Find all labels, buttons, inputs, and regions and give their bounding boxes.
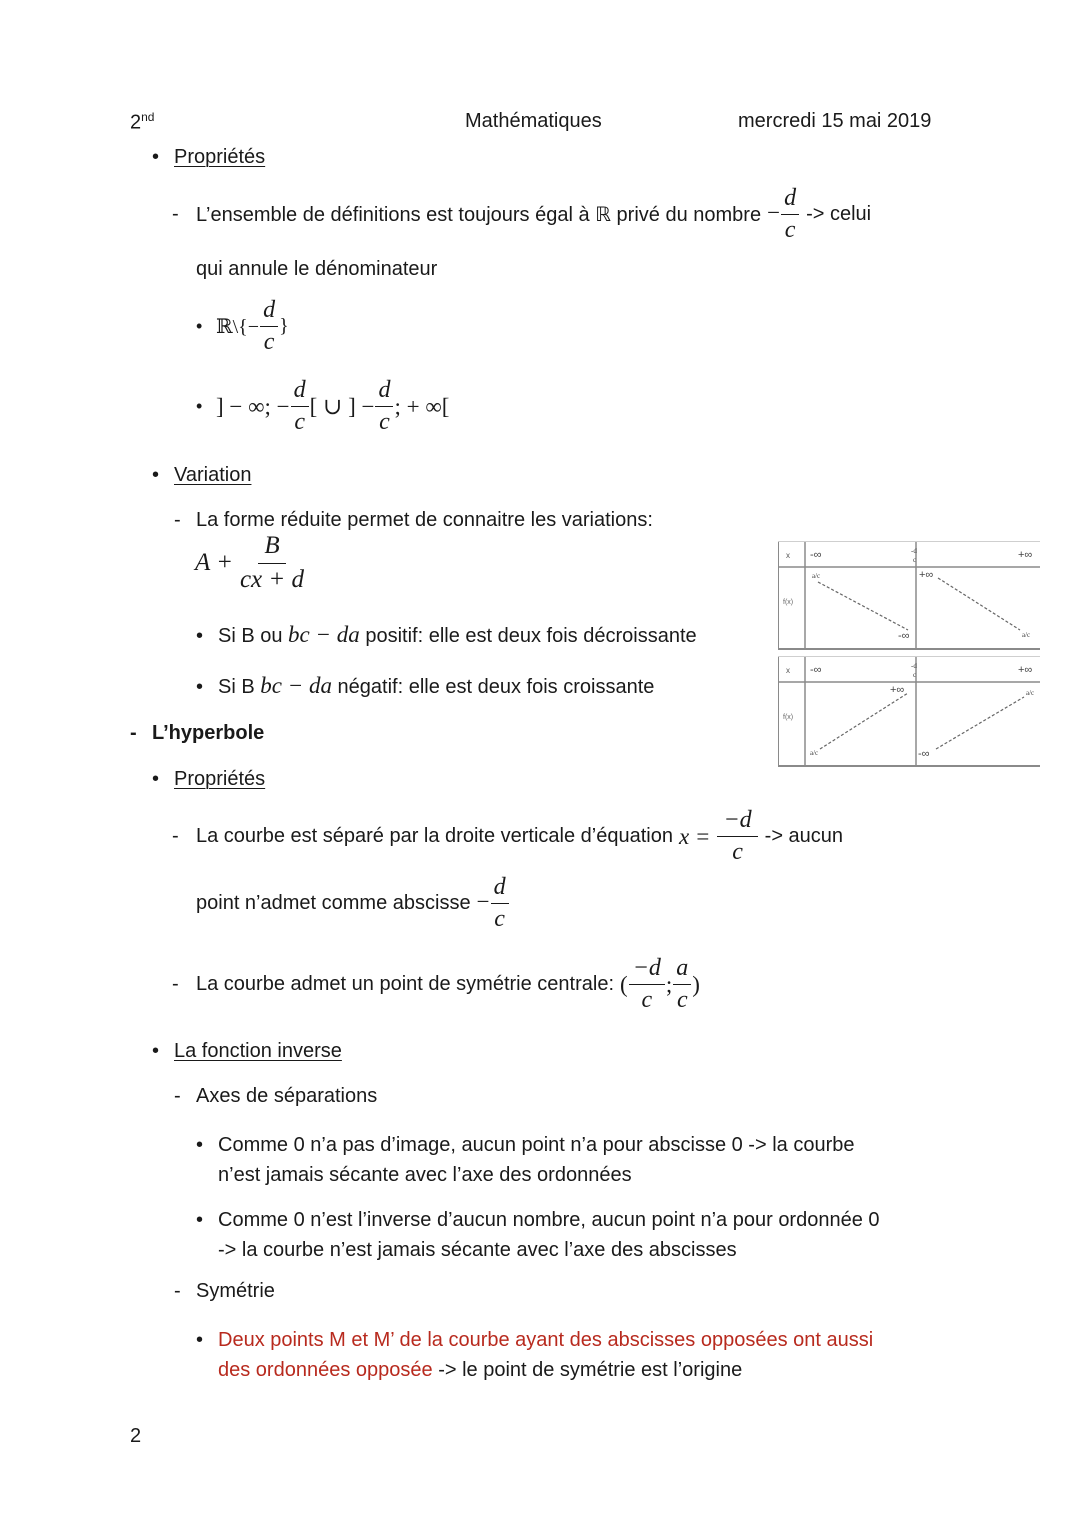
neg-frac-d-c	[767, 186, 800, 243]
svg-text:f(x): f(x)	[783, 714, 794, 721]
case-text: positif: elle est deux fois décroissante	[365, 625, 697, 647]
item-text: -> le point de symétrie est l’origine	[438, 1359, 743, 1381]
svg-text:+∞: +∞	[890, 684, 905, 696]
item-text: Comme 0 n’a pas d’image, aucun point n’a pour abscisse 0 -> la courbe	[218, 1134, 855, 1156]
equation-lhs: x =	[678, 823, 711, 849]
case-text: Si B ou	[218, 625, 283, 647]
svg-text:x: x	[786, 666, 790, 675]
denominator: c	[784, 217, 796, 244]
dash-icon: -	[174, 1085, 181, 1107]
section-proprietes-1	[152, 146, 265, 169]
denominator: c	[494, 906, 505, 933]
interval-part: ] − ∞; −	[216, 393, 290, 419]
definition-set-line	[172, 186, 871, 243]
bullet-icon: •	[152, 464, 160, 486]
numerator: a	[673, 956, 691, 985]
symmetry-item	[196, 1325, 873, 1385]
highlighted-text: des ordonnées opposée	[218, 1359, 433, 1381]
set-suffix: }	[279, 315, 289, 338]
vertical-asymptote-line	[172, 808, 843, 865]
page-number: 2	[130, 1425, 142, 1447]
separator: ;	[665, 971, 673, 997]
bullet-icon: •	[196, 396, 203, 417]
intro-text: La forme réduite permet de connaitre les variations:	[196, 509, 653, 531]
subject-title: Mathématiques	[465, 110, 602, 132]
document-date: mercredi 15 mai 2019	[738, 110, 932, 132]
svg-text:-∞: -∞	[810, 664, 822, 676]
bullet-icon: •	[152, 146, 160, 168]
class-level	[130, 110, 154, 135]
bullet-icon: •	[196, 316, 203, 337]
svg-text:-∞: -∞	[810, 549, 822, 561]
asymptote-text-end: -> aucun	[764, 825, 844, 848]
bullet-icon: •	[196, 1329, 204, 1351]
svg-text:-d: -d	[911, 547, 917, 555]
fraction	[629, 956, 665, 1013]
section-heading: Propriétés	[174, 768, 266, 790]
variation-table-increasing	[778, 656, 1040, 767]
section-fonction-inverse	[152, 1040, 342, 1063]
section-variation	[152, 464, 251, 487]
dash-icon: -	[130, 722, 137, 744]
svg-text:+∞: +∞	[1018, 549, 1033, 561]
fraction	[717, 808, 757, 865]
svg-text:x: x	[786, 551, 790, 560]
subsection-title: Axes de séparations	[196, 1085, 378, 1107]
case-text: négatif: elle est deux fois croissante	[337, 676, 655, 698]
asymptote-text: La courbe est séparé par la droite verticale d’équation	[196, 825, 673, 848]
numerator: d	[260, 298, 278, 327]
no-abscissa-line	[196, 875, 510, 932]
variation-case-positive	[196, 622, 697, 648]
axes-item-abscissa	[196, 1205, 880, 1265]
definition-text: L’ensemble de définitions est toujours égal à ℝ privé du nombre	[196, 204, 762, 227]
set-notation	[196, 298, 289, 355]
symmetry-point-line	[172, 956, 700, 1013]
numerator: d	[375, 378, 393, 407]
fraction	[375, 378, 393, 435]
svg-text:a/c: a/c	[1026, 689, 1035, 697]
svg-text:-∞: -∞	[898, 630, 910, 642]
interval-notation	[196, 378, 449, 435]
paren-close: )	[692, 971, 700, 997]
svg-text:c: c	[913, 556, 917, 564]
definition-text-end: -> celui	[806, 203, 872, 226]
numerator: d	[781, 186, 799, 215]
case-math: bc − da	[288, 622, 360, 647]
minus-sign: −	[476, 888, 490, 914]
denominator: c	[676, 987, 688, 1014]
formula-prefix: A +	[195, 549, 233, 577]
denominator: c	[732, 839, 743, 866]
section-title: L’hyperbole	[152, 722, 265, 744]
interval-part: ; + ∞[	[394, 393, 450, 419]
section-heading: Propriétés	[174, 146, 266, 168]
paren-open: (	[620, 971, 628, 997]
section-hyperbole	[130, 722, 264, 745]
section-heading: Variation	[174, 464, 252, 486]
variation-table-decreasing	[778, 541, 1040, 650]
denominator: c	[263, 329, 275, 356]
abscissa-text: point n’admet comme abscisse	[196, 892, 471, 915]
svg-text:-d: -d	[911, 662, 917, 670]
fraction	[673, 956, 691, 1013]
svg-text:a/c: a/c	[810, 749, 819, 757]
numerator: −d	[717, 808, 757, 837]
dash-icon: -	[174, 1280, 181, 1302]
subsection-title: Symétrie	[196, 1280, 275, 1302]
numerator: d	[491, 875, 509, 904]
fraction	[491, 875, 509, 932]
case-math: bc − da	[260, 673, 332, 698]
interval-part: [ ∪ ] −	[309, 393, 375, 419]
svg-text:-∞: -∞	[918, 748, 930, 760]
case-text: Si B	[218, 676, 255, 698]
set-prefix: ℝ\{−	[216, 316, 260, 339]
svg-text:c: c	[913, 671, 917, 679]
dash-icon: -	[172, 203, 179, 226]
dash-icon: -	[172, 825, 179, 848]
bullet-icon: •	[152, 768, 160, 790]
minus-sign: −	[767, 199, 781, 225]
section-heading: La fonction inverse	[174, 1040, 342, 1062]
reduced-form-formula	[195, 533, 307, 594]
denominator: c	[379, 409, 390, 436]
item-text: Comme 0 n’est l’inverse d’aucun nombre, aucun point n’a pour ordonnée 0	[218, 1209, 880, 1231]
bullet-icon: •	[196, 1134, 204, 1156]
symmetry-text: La courbe admet un point de symétrie centrale:	[196, 973, 615, 996]
fraction	[291, 378, 309, 435]
svg-text:+∞: +∞	[919, 569, 934, 581]
svg-text:+∞: +∞	[1018, 664, 1033, 676]
section-proprietes-2	[152, 768, 265, 791]
highlighted-text: Deux points M et M’ de la courbe ayant des abscisses opposées ont aussi	[218, 1329, 874, 1351]
denominator: c	[294, 409, 305, 436]
item-text: n’est jamais sécante avec l’axe des ordonnées	[218, 1164, 632, 1186]
definition-line2: qui annule le dénominateur	[196, 258, 438, 280]
numerator: d	[291, 378, 309, 407]
variation-intro	[174, 509, 653, 532]
variation-table-graphic	[778, 657, 1040, 765]
fraction	[260, 298, 278, 355]
axes-separation-title	[174, 1085, 377, 1108]
bullet-icon: •	[152, 1040, 160, 1062]
denominator: cx + d	[239, 566, 305, 594]
item-text: -> la courbe n’est jamais sécante avec l’axe des abscisses	[218, 1239, 737, 1261]
dash-icon: -	[172, 973, 179, 996]
variation-case-negative	[196, 673, 654, 699]
bullet-icon: •	[196, 1209, 204, 1231]
bullet-icon: •	[196, 625, 204, 647]
svg-text:a/c: a/c	[1022, 631, 1031, 639]
symmetry-title	[174, 1280, 275, 1303]
bullet-icon: •	[196, 676, 204, 698]
level-suffix: nd	[141, 110, 155, 124]
svg-text:f(x): f(x)	[783, 599, 794, 606]
neg-frac-d-c	[477, 875, 510, 932]
variation-table-graphic	[778, 542, 1040, 648]
numerator: B	[258, 533, 285, 564]
fraction	[238, 533, 306, 594]
axes-item-ordinate	[196, 1130, 854, 1190]
level-number: 2	[130, 111, 142, 134]
numerator: −d	[629, 956, 665, 985]
denominator: c	[641, 987, 653, 1014]
fraction	[781, 186, 799, 243]
svg-text:a/c: a/c	[812, 572, 821, 580]
dash-icon: -	[174, 509, 181, 531]
